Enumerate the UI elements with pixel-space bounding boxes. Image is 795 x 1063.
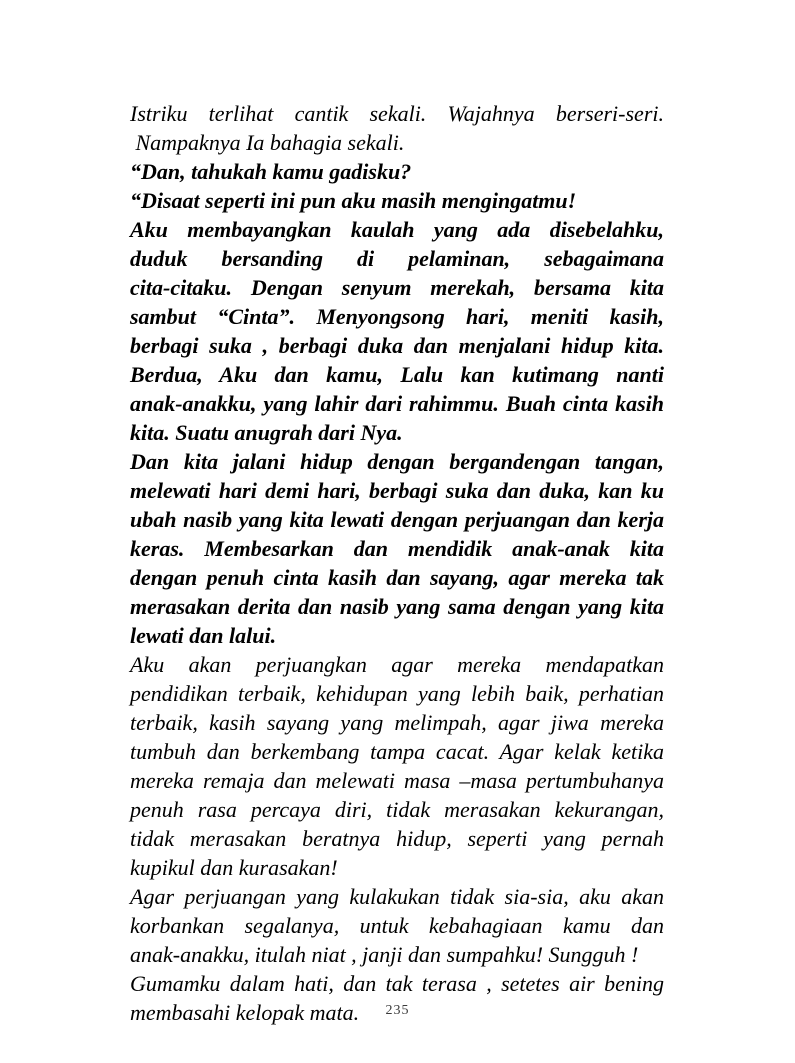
- text-line: “Disaat seperti ini pun aku masih mengingatmu!: [130, 188, 577, 213]
- text-line: Agar perjuangan yang kulakukan tidak sia-sia, aku akan: [130, 884, 664, 909]
- page-number: 235: [385, 1003, 410, 1018]
- text-line: cita-citaku. Dengan senyum merekah, bersama kita: [130, 275, 664, 300]
- text-line: Berdua, Aku dan kamu, Lalu kan kutimang nanti: [130, 362, 664, 387]
- paragraph-2: [130, 157, 664, 186]
- text-line: ubah nasib yang kita lewati dengan perjuangan dan kerja: [130, 507, 664, 532]
- text-line: sambut “Cinta”. Menyongsong hari, meniti kasih,: [130, 304, 664, 329]
- paragraph-6: [130, 650, 664, 882]
- text-line: kupikul dan kurasakan!: [130, 855, 338, 880]
- text-line: terbaik, kasih sayang yang melimpah, agar jiwa mereka: [130, 710, 664, 735]
- text-line: dengan penuh cinta kasih dan sayang, agar mereka tak: [130, 565, 664, 590]
- text-line: Gumamku dalam hati, dan tak terasa , setetes air bening: [130, 971, 664, 996]
- paragraph-5: [130, 447, 664, 650]
- text-line: tidak merasakan beratnya hidup, seperti yang pernah: [130, 826, 664, 851]
- text-line: tumbuh dan berkembang tampa cacat. Agar kelak ketika: [130, 739, 664, 764]
- text-line: Aku membayangkan kaulah yang ada disebelahku,: [130, 217, 664, 242]
- text-line: duduk bersanding di pelaminan, sebagaimana: [130, 246, 664, 271]
- paragraph-1: [130, 99, 664, 157]
- text-line: berbagi suka , berbagi duka dan menjalani hidup kita.: [130, 333, 664, 358]
- text-line: Istriku terlihat cantik sekali. Wajahnya berseri-seri.: [130, 101, 664, 126]
- text-line: Nampaknya Ia bahagia sekali.: [130, 130, 405, 155]
- text-line: merasakan derita dan nasib yang sama dengan yang kita: [130, 594, 664, 619]
- text-line: penuh rasa percaya diri, tidak merasakan kekurangan,: [130, 797, 664, 822]
- paragraph-7: [130, 882, 664, 969]
- paragraph-3: [130, 186, 664, 215]
- text-line: mereka remaja dan melewati masa –masa pertumbuhanya: [130, 768, 664, 793]
- page-body: [130, 99, 664, 1027]
- text-line: “Dan, tahukah kamu gadisku?: [130, 159, 412, 184]
- text-line: korbankan segalanya, untuk kebahagiaan kamu dan: [130, 913, 664, 938]
- text-line: lewati dan lalui.: [130, 623, 277, 648]
- paragraph-4: [130, 215, 664, 447]
- text-line: membasahi kelopak mata.: [130, 1000, 360, 1025]
- text-line: Aku akan perjuangkan agar mereka mendapatkan: [130, 652, 664, 677]
- text-line: kita. Suatu anugrah dari Nya.: [130, 420, 403, 445]
- text-line: melewati hari demi hari, berbagi suka dan duka, kan ku: [130, 478, 664, 503]
- text-line: anak-anakku, itulah niat , janji dan sumpahku! Sungguh !: [130, 942, 639, 967]
- text-line: anak-anakku, yang lahir dari rahimmu. Buah cinta kasih: [130, 391, 664, 416]
- text-line: Dan kita jalani hidup dengan bergandengan tangan,: [130, 449, 664, 474]
- text-line: keras. Membesarkan dan mendidik anak-anak kita: [130, 536, 664, 561]
- text-line: pendidikan terbaik, kehidupan yang lebih baik, perhatian: [130, 681, 664, 706]
